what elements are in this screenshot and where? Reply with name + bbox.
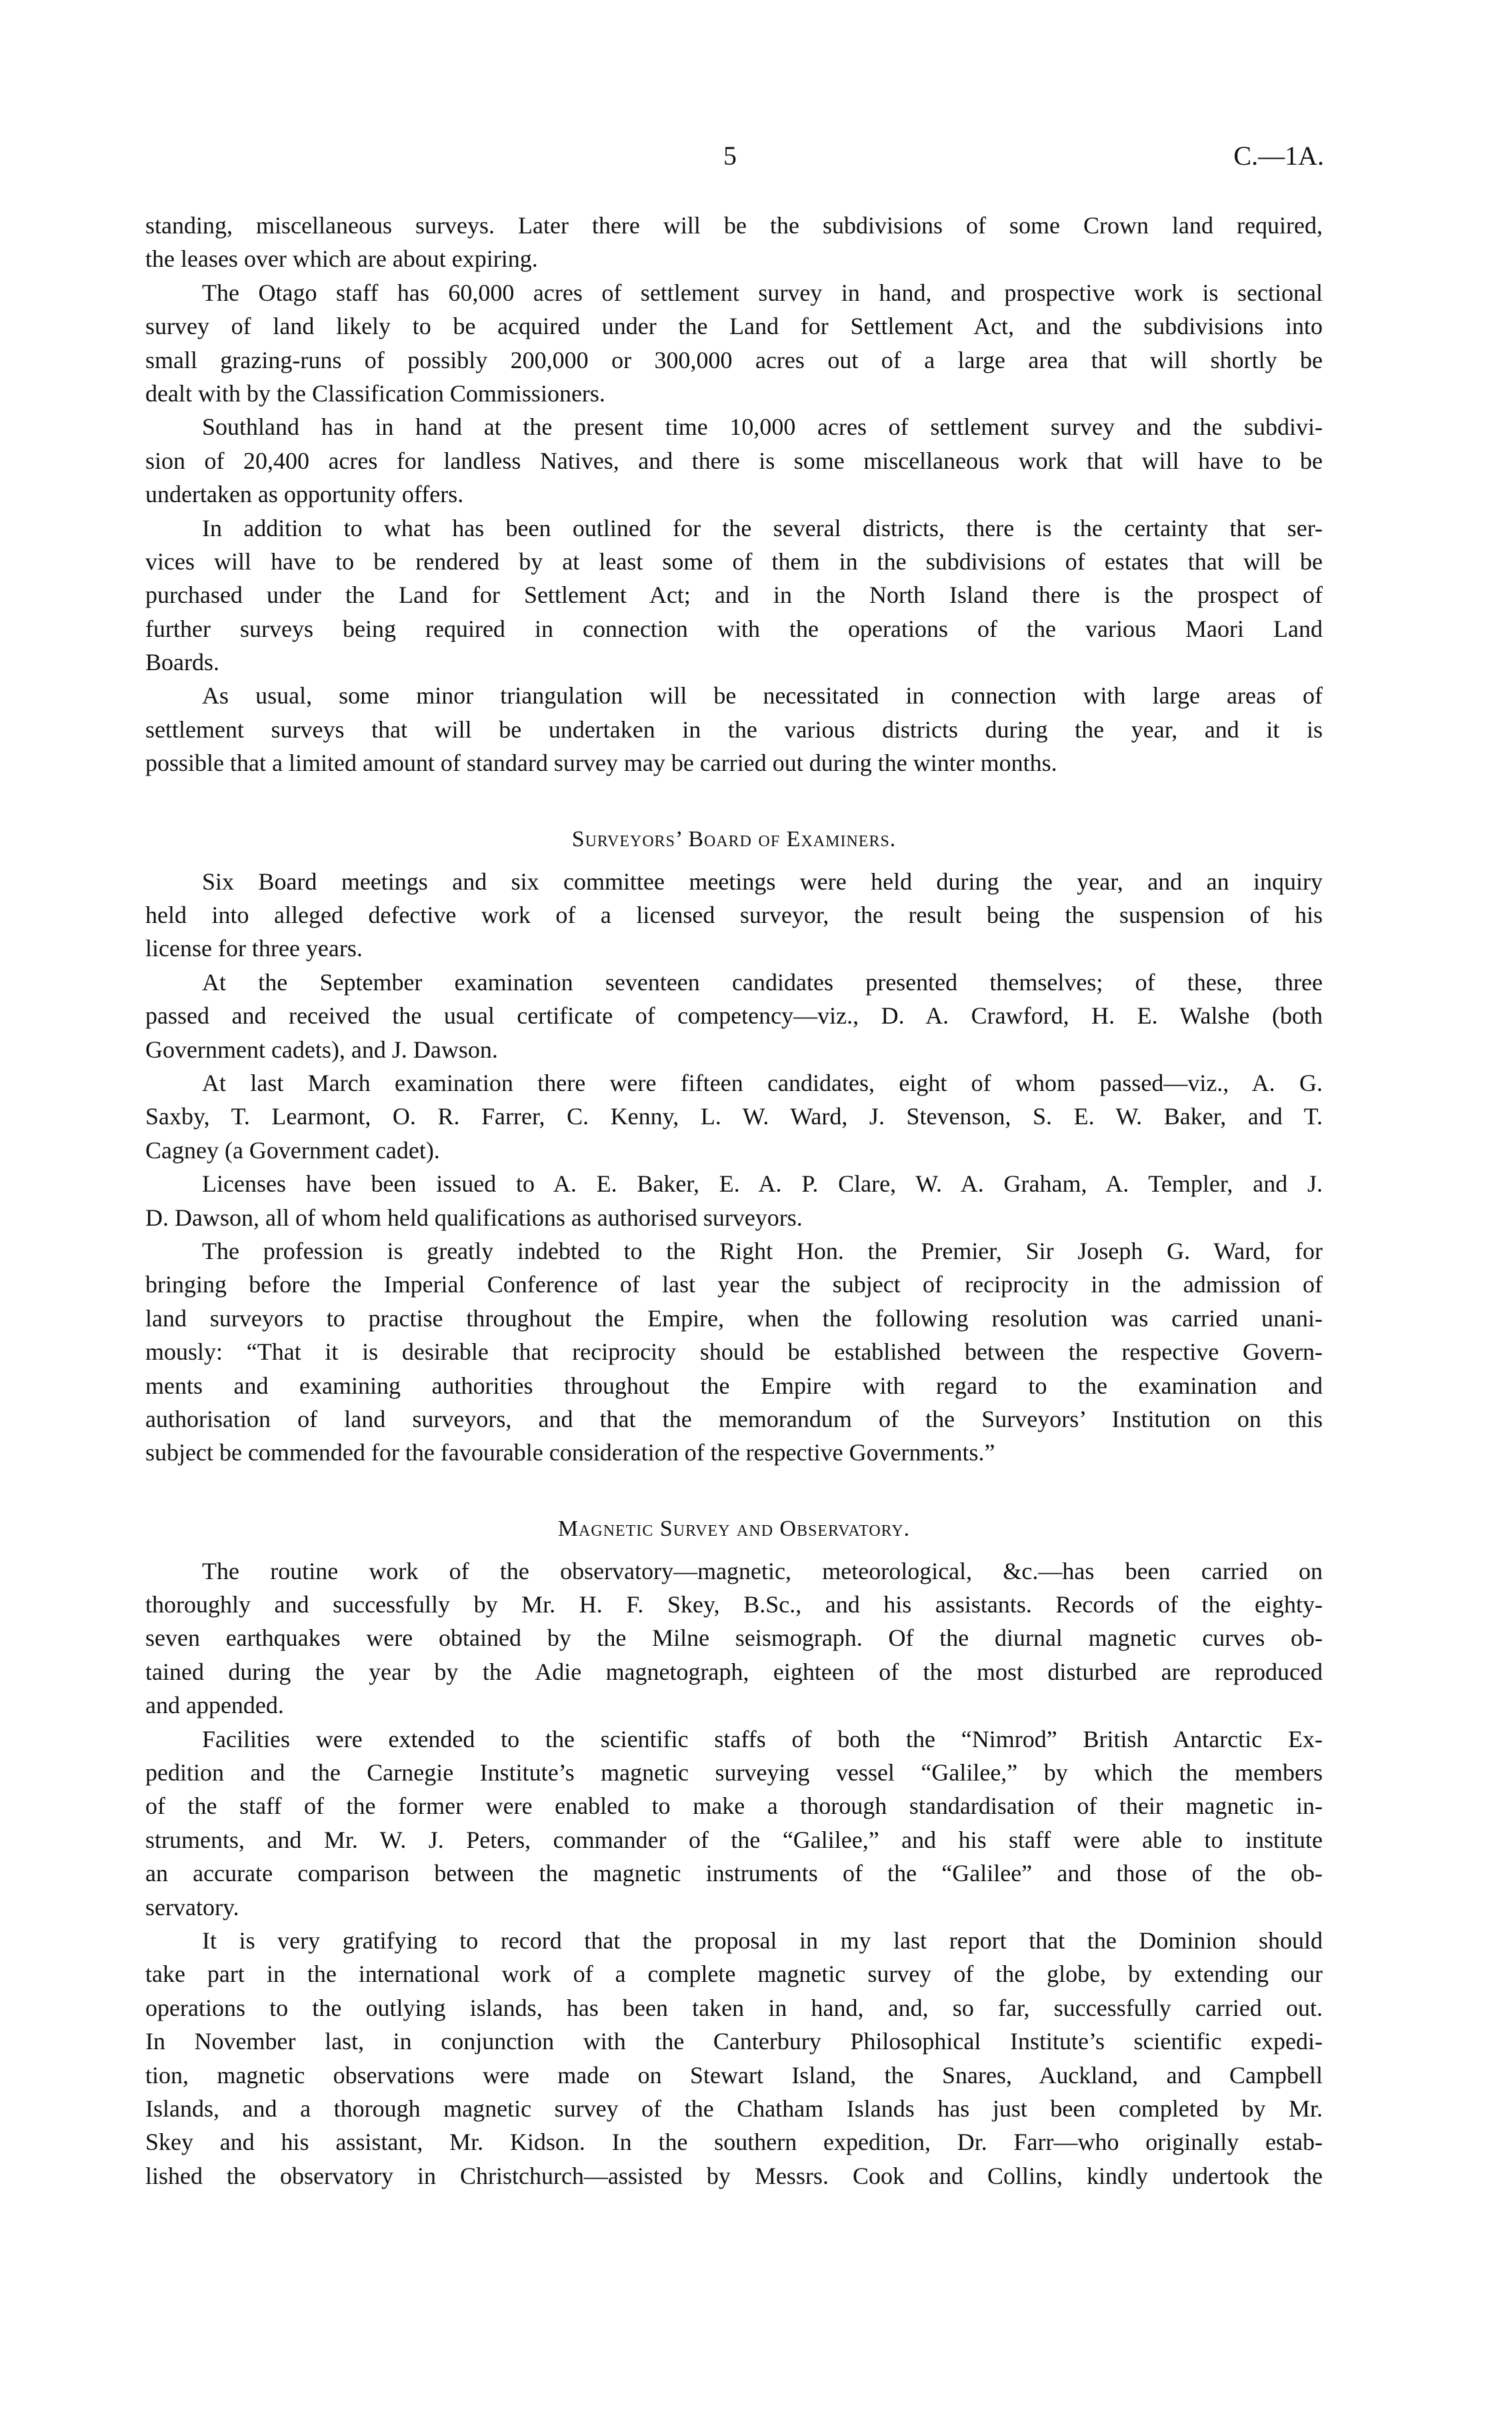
text-line: the leases over which are about expiring. [145, 245, 538, 273]
text-line: Islands, and a thorough magnetic survey of the Chatham Islands has just been completed by Mr. [145, 2095, 1323, 2122]
text-line: survey of land likely to be acquired under the Land for Settlement Act, and the subdivisions into [145, 313, 1323, 340]
text-line: Boards. [145, 649, 219, 676]
document-reference: C.—1A. [1233, 141, 1324, 171]
text-line: In November last, in conjunction with the Canterbury Philosophical Institute’s scientific expedi- [145, 2028, 1323, 2055]
text-line: As usual, some minor triangulation will be necessitated in connection with large areas of [202, 682, 1323, 710]
text-line: dealt with by the Classification Commissioners. [145, 379, 605, 407]
text-line: At last March examination there were fifteen candidates, eight of whom passed—viz., A. G. [202, 1069, 1323, 1096]
text-line: Six Board meetings and six committee meetings were held during the year, and an inquiry [202, 868, 1323, 895]
text-line: Facilities were extended to the scientific staffs of both the “Nimrod” British Antarctic Ex- [202, 1725, 1323, 1752]
text-line: Skey and his assistant, Mr. Kidson. In the southern expedition, Dr. Farr—who originally estab- [145, 2129, 1323, 2156]
section-heading: Magnetic Survey and Observatory. [557, 1516, 911, 1541]
text-line: sion of 20,400 acres for landless Natives, and there is some miscellaneous work that will have to be [145, 447, 1323, 474]
text-line: The profession is greatly indebted to the Right Hon. the Premier, Sir Joseph G. Ward, for [202, 1237, 1323, 1264]
text-line: of the staff of the former were enabled to make a thorough standardisation of their magnetic in- [145, 1792, 1323, 1820]
text-line: The routine work of the observatory—magnetic, meteorological, &c.—has been carried on [202, 1557, 1323, 1584]
text-line: Southland has in hand at the present time 10,000 acres of settlement survey and the subdivi- [202, 413, 1323, 441]
paragraph [145, 511, 1323, 680]
paragraph [145, 1167, 1323, 1234]
text-line: seven earthquakes were obtained by the Milne seismograph. Of the diurnal magnetic curves ob- [145, 1624, 1323, 1652]
text-line: further surveys being required in connection with the operations of the various Maori Land [145, 615, 1323, 642]
text-line: authorisation of land surveyors, and that the memorandum of the Surveyors’ Institution on this [145, 1405, 1323, 1432]
text-line: ments and examining authorities throughout the Empire with regard to the examination and [145, 1372, 1323, 1399]
text-line: subject be commended for the favourable consideration of the respective Governments.” [145, 1439, 995, 1466]
text-line: an accurate comparison between the magnetic instruments of the “Galilee” and those of the ob- [145, 1860, 1323, 1887]
paragraph [145, 679, 1323, 780]
text-line: undertaken as opportunity offers. [145, 481, 464, 508]
paragraph [145, 865, 1323, 966]
text-line: purchased under the Land for Settlement Act; and in the North Island there is the prospect of [145, 581, 1323, 609]
text-line: Cagney (a Government cadet). [145, 1136, 440, 1164]
text-line: thoroughly and successfully by Mr. H. F. Skey, B.Sc., and his assistants. Records of the eighty- [145, 1591, 1323, 1618]
text-line: Saxby, T. Learmont, O. R. Farrer, C. Kenny, L. W. Ward, J. Stevenson, S. E. W. Baker, and T. [145, 1103, 1323, 1130]
text-line: At the September examination seventeen candidates presented themselves; of these, three [202, 968, 1323, 996]
text-line: held into alleged defective work of a licensed surveyor, the result being the suspension of his [145, 902, 1323, 929]
paragraph [145, 410, 1323, 511]
paragraph [145, 276, 1323, 411]
text-line: passed and received the usual certificate of competency—viz., D. A. Crawford, H. E. Walshe (both [145, 1002, 1323, 1030]
text-line: Licenses have been issued to A. E. Baker, E. A. P. Clare, W. A. Graham, A. Templer, and J. [202, 1170, 1323, 1198]
text-line: bringing before the Imperial Conference of last year the subject of reciprocity in the admission of [145, 1271, 1323, 1298]
text-line: license for three years. [145, 935, 363, 962]
text-line: settlement surveys that will be undertaken in the various districts during the year, and it is [145, 716, 1323, 743]
body-text [145, 209, 1323, 2193]
text-line: pedition and the Carnegie Institute’s magnetic surveying vessel “Galilee,” by which the members [145, 1759, 1323, 1786]
text-line: vices will have to be rendered by at least some of them in the subdivisions of estates that will be [145, 547, 1323, 575]
text-line: The Otago staff has 60,000 acres of settlement survey in hand, and prospective work is sectional [202, 279, 1323, 306]
text-line: take part in the international work of a complete magnetic survey of the globe, by extending our [145, 1961, 1323, 1988]
section-heading: Surveyors’ Board of Examiners. [571, 826, 897, 852]
paragraph [145, 1066, 1323, 1167]
text-line: tion, magnetic observations were made on Stewart Island, the Snares, Auckland, and Campbell [145, 2061, 1323, 2089]
text-line: standing, miscellaneous surveys. Later there will be the subdivisions of some Crown land required, [145, 212, 1323, 239]
text-line: mously: “That it is desirable that reciprocity should be established between the respective Govern- [145, 1338, 1323, 1366]
text-line: struments, and Mr. W. J. Peters, commander of the “Galilee,” and his staff were able to institute [145, 1826, 1323, 1853]
text-line: land surveyors to practise throughout the Empire, when the following resolution was carried unani- [145, 1304, 1323, 1332]
paragraph [145, 1722, 1323, 1924]
page-number: 5 [723, 141, 737, 171]
text-line: In addition to what has been outlined for the several districts, there is the certainty that ser- [202, 514, 1323, 541]
paragraph [145, 1234, 1323, 1470]
text-line: D. Dawson, all of whom held qualifications as authorised surveyors. [145, 1204, 803, 1231]
text-line: and appended. [145, 1692, 284, 1719]
text-line: possible that a limited amount of standard survey may be carried out during the winter months. [145, 750, 1057, 777]
text-line: operations to the outlying islands, has been taken in hand, and, so far, successfully carried out. [145, 1994, 1323, 2021]
text-line: Government cadets), and J. Dawson. [145, 1036, 498, 1063]
paragraph [145, 1924, 1323, 2193]
text-line: It is very gratifying to record that the proposal in my last report that the Dominion should [202, 1927, 1323, 1954]
paragraph [145, 966, 1323, 1066]
text-line: servatory. [145, 1893, 239, 1921]
text-line: tained during the year by the Adie magnetograph, eighteen of the most disturbed are reproduced [145, 1658, 1323, 1685]
paragraph [145, 1554, 1323, 1722]
paragraph [145, 209, 1323, 276]
text-line: small grazing-runs of possibly 200,000 or 300,000 acres out of a large area that will shortly be [145, 346, 1323, 373]
text-line: lished the observatory in Christchurch—assisted by Messrs. Cook and Collins, kindly undertook the [145, 2162, 1323, 2189]
